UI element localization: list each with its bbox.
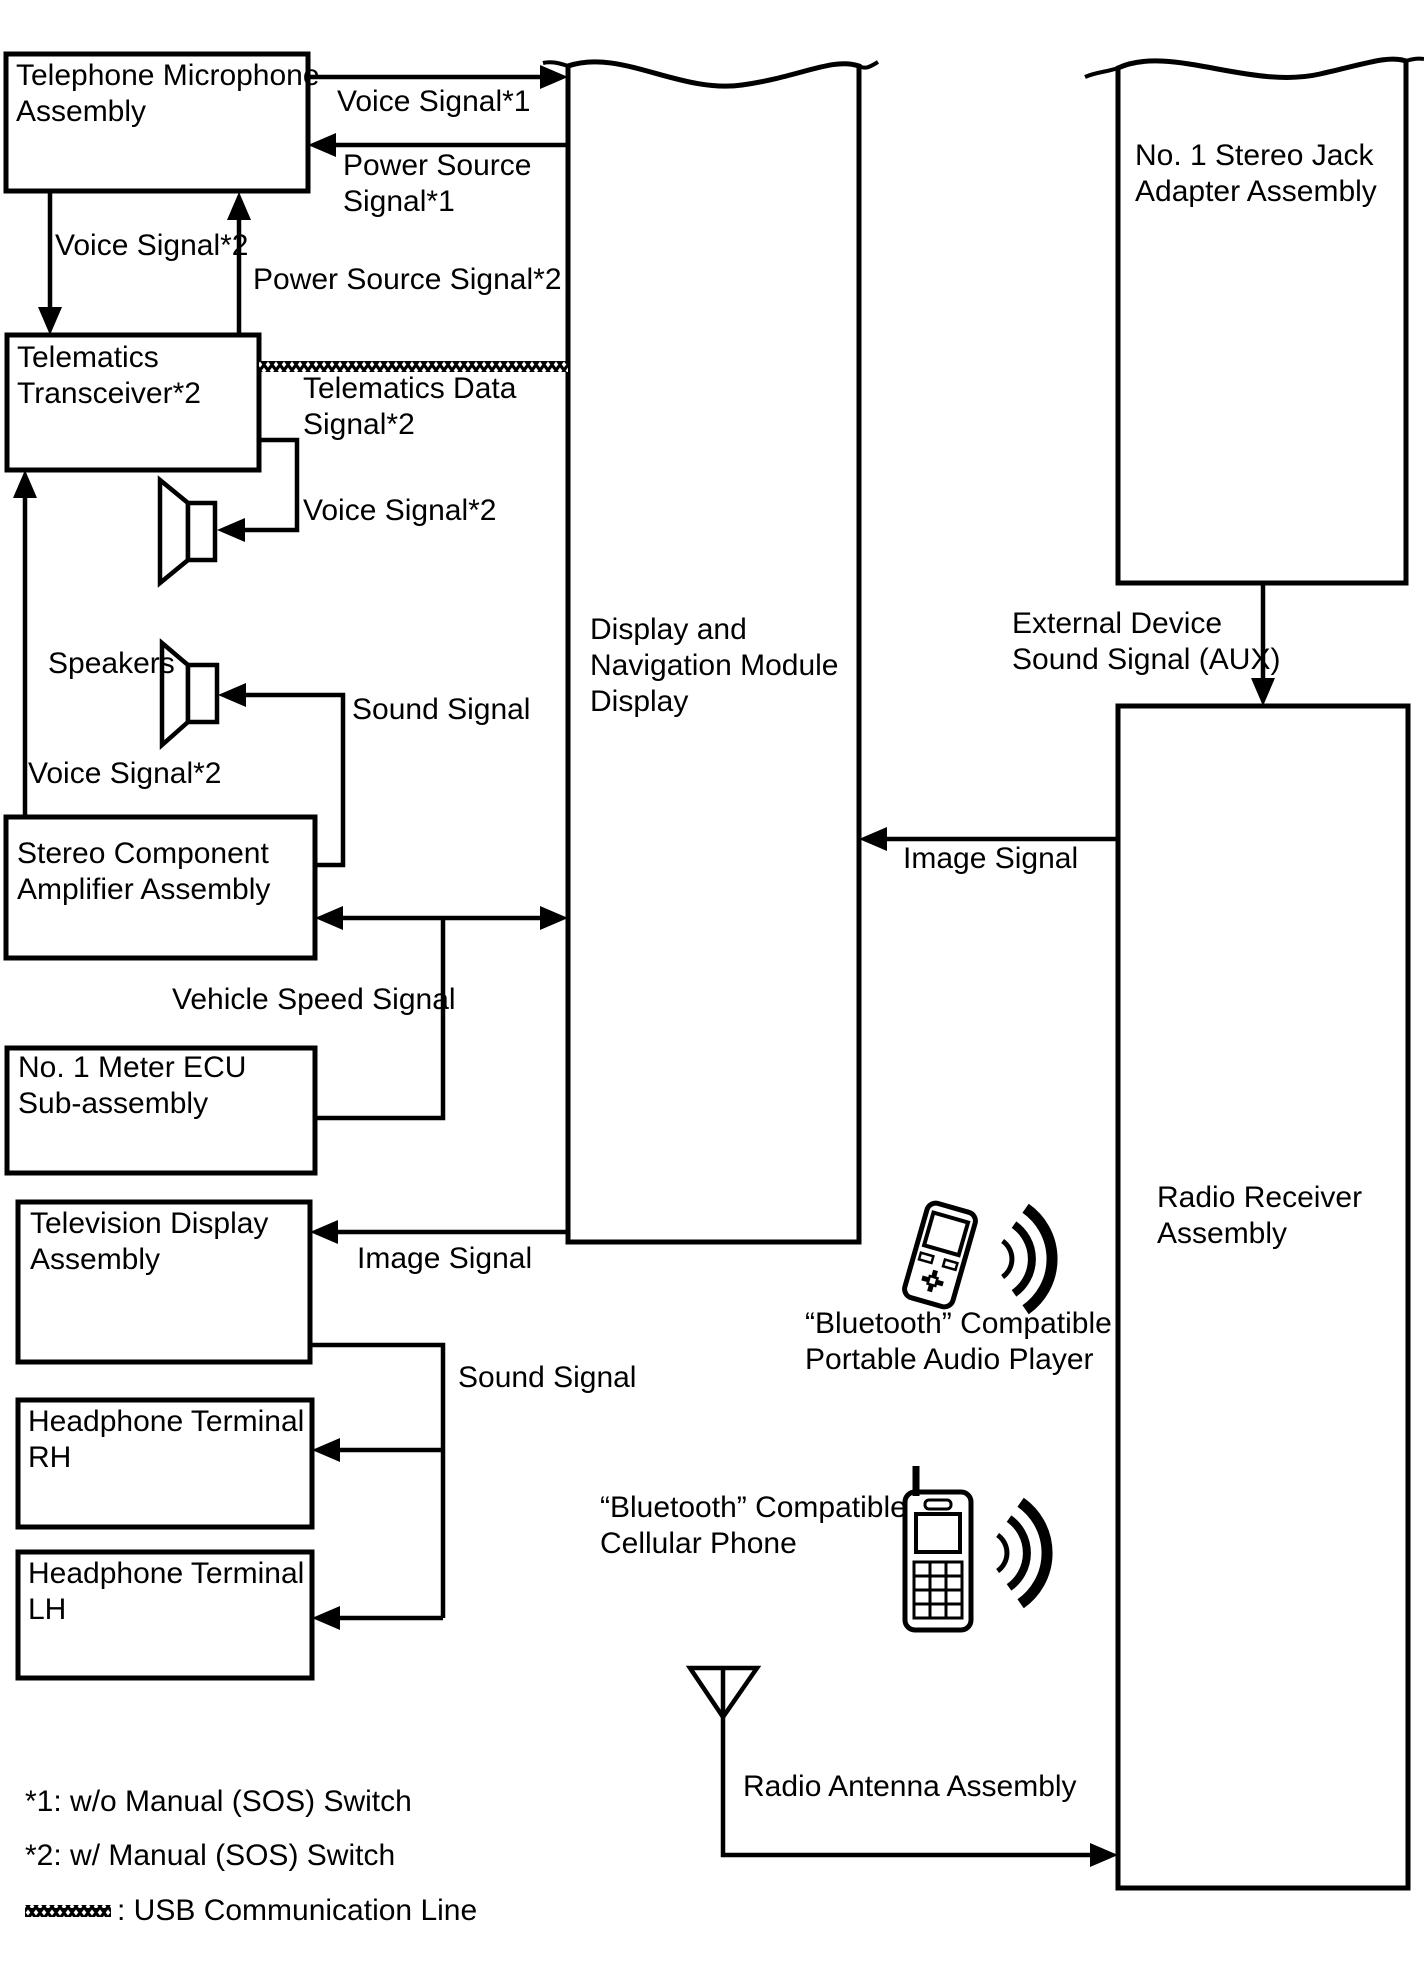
signal-label-sound-headphones: Sound Signal bbox=[458, 1361, 637, 1394]
footnote-2: *2: w/ Manual (SOS) Switch bbox=[25, 1839, 396, 1872]
wireless-signal-icon bbox=[1003, 1208, 1052, 1310]
box-label-telephone-microphone: Telephone Microphone Assembly bbox=[16, 59, 320, 128]
signal-label-power-1: Power Source Signal*1 bbox=[343, 149, 532, 218]
signal-label-external-device: External Device Sound Signal (AUX) bbox=[1012, 607, 1281, 676]
box-radio-receiver-assembly bbox=[1118, 706, 1408, 1888]
label-bluetooth-phone: “Bluetooth” Compatible Cellular Phone bbox=[600, 1491, 907, 1560]
line-sound-signal-to-headphones bbox=[310, 1345, 443, 1618]
signal-label-telematics-data: Telematics Data Signal*2 bbox=[303, 372, 517, 441]
arrow-into-amp bbox=[315, 906, 343, 930]
box-label-meter-ecu: No. 1 Meter ECU Sub-assembly bbox=[18, 1051, 247, 1120]
signal-label-voice-1: Voice Signal*1 bbox=[337, 85, 531, 118]
cellular-phone-icon bbox=[905, 1466, 971, 1630]
signal-label-vehicle-speed: Vehicle Speed Signal bbox=[172, 983, 456, 1016]
arrow-into-display-amp bbox=[540, 906, 568, 930]
arrow-into-telematics-voice2-up bbox=[13, 470, 37, 498]
signal-label-image-right: Image Signal bbox=[903, 842, 1079, 875]
arrow-into-speaker1 bbox=[217, 518, 245, 542]
legend-usb-line: : USB Communication Line bbox=[117, 1894, 478, 1927]
arrow-into-radio-antenna bbox=[1090, 1843, 1118, 1867]
box-label-television-display: Television Display Assembly bbox=[30, 1207, 269, 1276]
arrow-into-headphone-lh bbox=[312, 1606, 340, 1630]
arrow-into-radio-aux bbox=[1251, 678, 1275, 706]
portable-audio-player-icon bbox=[902, 1201, 977, 1309]
arrow-into-speaker2 bbox=[218, 683, 246, 707]
arrow-into-mic-power1 bbox=[308, 133, 336, 157]
wireless-signal-icon bbox=[998, 1502, 1047, 1604]
box-label-stereo-jack: No. 1 Stereo Jack Adapter Assembly bbox=[1135, 139, 1377, 208]
box-label-stereo-amp: Stereo Component Amplifier Assembly bbox=[17, 837, 271, 906]
arrow-into-telematics-voice2 bbox=[38, 307, 62, 335]
signal-label-sound-speaker: Sound Signal bbox=[352, 693, 531, 726]
speaker-icon bbox=[160, 480, 215, 583]
arrow-into-display-image bbox=[859, 827, 887, 851]
box-label-headphone-rh: Headphone Terminal RH bbox=[28, 1405, 305, 1474]
arrow-into-display-voice1 bbox=[540, 65, 568, 89]
arrow-into-mic-power2 bbox=[227, 192, 251, 220]
arrow-into-tv-image bbox=[310, 1220, 338, 1244]
box-label-display-navigation: Display and Navigation Module Display bbox=[590, 613, 839, 718]
label-speakers: Speakers bbox=[48, 647, 175, 680]
label-radio-antenna: Radio Antenna Assembly bbox=[743, 1770, 1077, 1803]
footnote-1: *1: w/o Manual (SOS) Switch bbox=[25, 1785, 412, 1818]
signal-label-voice-2-mic: Voice Signal*2 bbox=[55, 229, 249, 262]
line-radio-antenna bbox=[723, 1670, 1092, 1855]
line-vehicle-speed-signal bbox=[315, 918, 443, 1118]
signal-label-voice-2-amp: Voice Signal*2 bbox=[28, 757, 222, 790]
signal-label-voice-2-speaker: Voice Signal*2 bbox=[303, 494, 497, 527]
box-label-telematics: Telematics Transceiver*2 bbox=[17, 341, 201, 410]
box-label-headphone-lh: Headphone Terminal LH bbox=[28, 1557, 305, 1626]
label-bluetooth-player: “Bluetooth” Compatible Portable Audio Player bbox=[805, 1307, 1112, 1376]
box-label-radio-receiver: Radio Receiver Assembly bbox=[1157, 1181, 1363, 1250]
signal-label-image-left: Image Signal bbox=[357, 1242, 533, 1275]
usb-communication-line-swatch bbox=[25, 1905, 111, 1917]
arrow-into-headphone-rh bbox=[312, 1438, 340, 1462]
signal-label-power-2: Power Source Signal*2 bbox=[253, 263, 562, 296]
